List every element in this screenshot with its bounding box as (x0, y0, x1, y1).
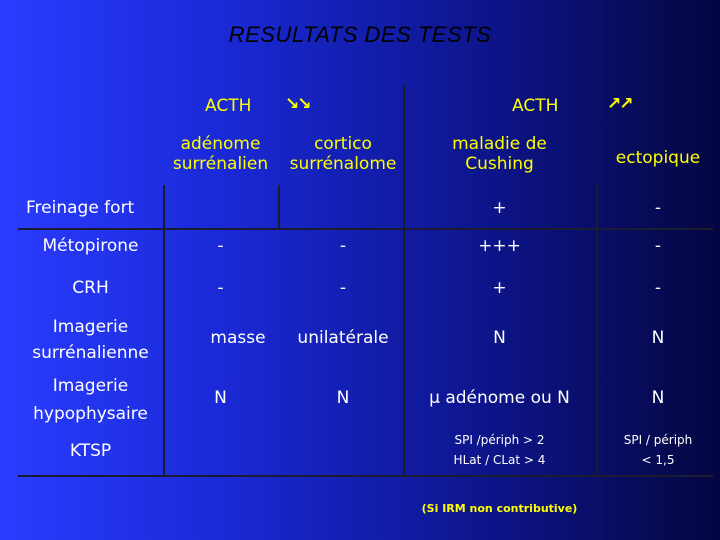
cell-metopirone-ectopique: - (654, 236, 662, 256)
cell-imagerie-surr-masse: masse (210, 328, 266, 348)
arrows-up-icon: ↗↗ (607, 94, 632, 114)
cell-imagerie-hypo-cushing: µ adénome ou N (429, 388, 570, 408)
cell-freinage-cushing: + (492, 198, 507, 218)
cell-imagerie-hypo-ectopique: N (651, 388, 665, 408)
col-header-line: surrénalien (172, 154, 269, 174)
cell-crh-adenome: - (217, 278, 224, 298)
cell-imagerie-surr-ectopique: N (651, 328, 665, 348)
row-label-metopirone: Métopirone (42, 236, 139, 256)
row-label-line: surrénalienne (32, 343, 149, 363)
footnote: (Si IRM non contributive) (421, 502, 578, 515)
cell-crh-ectopique: - (654, 278, 662, 298)
ktsp-ectopique-line: < 1,5 (641, 453, 675, 467)
cell-crh-cortico: - (339, 278, 347, 298)
ktsp-cushing-line: HLat / CLat > 4 (453, 453, 546, 467)
row-label-line: Imagerie (52, 317, 129, 337)
col-header-line: adénome (180, 134, 261, 154)
cell-metopirone-adenome: - (217, 236, 224, 256)
col-header-ectopique: ectopique (615, 148, 701, 168)
row-label-imagerie-hypophysaire (18, 372, 163, 428)
row-label-crh: CRH (72, 278, 109, 298)
cell-imagerie-hypo-cortico: N (336, 388, 350, 408)
row-label-ktsp: KTSP (69, 441, 112, 461)
row-label-line: Imagerie (52, 376, 129, 396)
grid-line (18, 228, 713, 230)
grid-line (278, 185, 280, 228)
cell-imagerie-hypo-adenome: N (214, 388, 227, 408)
cell-metopirone-cortico: - (339, 236, 347, 256)
col-header-cortico (283, 134, 403, 174)
ktsp-cushing-line: SPI /périph > 2 (454, 433, 545, 447)
cell-metopirone-cushing: +++ (478, 236, 521, 256)
col-header-line: maladie de (452, 134, 547, 154)
cell-ktsp-cushing (403, 430, 596, 470)
row-label-freinage: Freinage fort (26, 198, 135, 218)
col-header-line: Cushing (465, 154, 534, 174)
col-header-cushing (403, 134, 596, 174)
col-header-line: cortico (314, 134, 372, 154)
cell-freinage-ectopique: - (654, 198, 662, 218)
ktsp-ectopique-line: SPI / périph (623, 433, 693, 447)
cell-ktsp-ectopique (596, 430, 720, 470)
row-label-imagerie-surrenalienne (18, 314, 163, 366)
page-title: RESULTATS DES TESTS (228, 22, 492, 47)
acth-label-2: ACTH (512, 96, 559, 116)
arrows-down-icon: ↘↘ (285, 94, 310, 114)
cell-crh-cushing: + (492, 278, 507, 298)
cell-imagerie-surr-cushing: N (493, 328, 506, 348)
grid-line (18, 475, 713, 477)
row-label-line: hypophysaire (33, 404, 148, 424)
col-header-line: surrénalome (289, 154, 397, 174)
col-header-adenome (163, 134, 278, 174)
cell-imagerie-surr-unilaterale: unilatérale (297, 328, 389, 348)
acth-label-1: ACTH (205, 96, 252, 116)
